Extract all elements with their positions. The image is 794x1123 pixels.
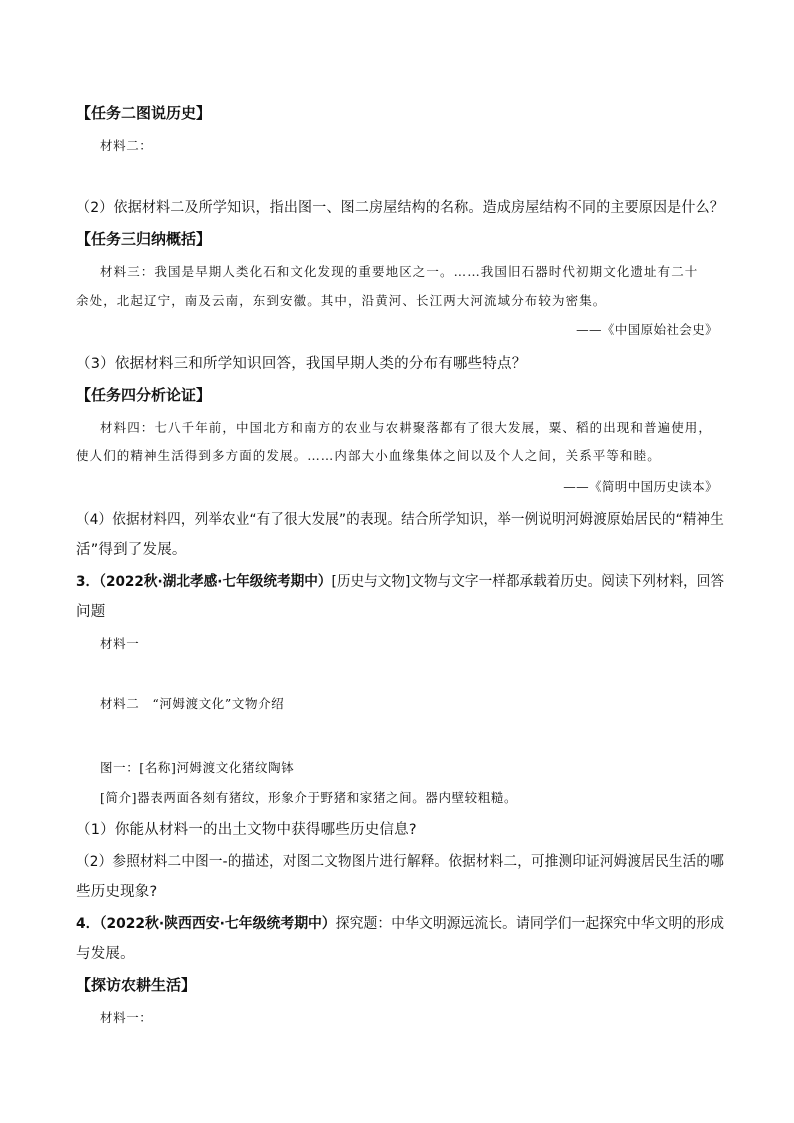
problem-4-line1 — [76, 912, 724, 933]
problem-3-question-2-line2: 些历史现象? — [76, 884, 158, 900]
problem-4-number: 4． — [76, 916, 100, 932]
material3-line1: 材料三：我国是早期人类化石和文化发现的重要地区之一。……我国旧石器时代初期文化遗址有二十 — [100, 264, 699, 279]
material3-source: ——《中国原始社会史》 — [576, 322, 718, 337]
question-3: （3）依据材料三和所学知识回答，我国早期人类的分布有哪些特点？ — [76, 356, 527, 372]
problem-4-source: （2022秋·陕西西安·七年级统考期中） — [99, 916, 336, 932]
problem-3-number: 3． — [76, 574, 100, 590]
task2-heading: 【任务二图说历史】 — [76, 104, 212, 122]
problem-3-source: （2022秋·湖北孝感·七年级统考期中） — [99, 574, 332, 590]
problem-3-material1: 材料一 — [100, 636, 140, 651]
explore-farming-heading: 【探访农耕生活】 — [76, 976, 197, 994]
problem-4-material1: 材料一： — [100, 1010, 153, 1025]
figure1-name: 图一：[名称]河姆渡文化猪纹陶钵 — [100, 760, 295, 775]
problem-3-question-2-line1: （2）参照材料二中图一-的描述，对图二文物图片进行解释。依据材料二，可推测印证河姆渡居民生活的哪 — [76, 854, 725, 870]
figure1-intro: [简介]器表两面各刻有猪纹，形象介于野猪和家猪之间。器内壁较粗糙。 — [100, 790, 518, 805]
problem-3-line2: 问题 — [76, 604, 106, 620]
task3-heading: 【任务三归纳概括】 — [76, 230, 212, 248]
question-4-line2: 活”得到了发展。 — [76, 542, 187, 558]
problem-3-material2: 材料二 “河姆渡文化”文物介绍 — [100, 696, 285, 711]
problem-3-text: [历史与文物]文物与文字一样都承载着历史。阅读下列材料，回答 — [331, 574, 725, 590]
material3-line2: 余处，北起辽宁，南及云南，东到安徽。其中，沿黄河、长江两大河流域分布较为密集。 — [76, 293, 607, 308]
material4-line2: 使人们的精神生活得到多方面的发展。……内部大小血缘集体之间以及个人之间，关系平等和睦。 — [76, 448, 661, 463]
problem-3-question-1: （1）你能从材料一的出土文物中获得哪些历史信息? — [76, 822, 417, 838]
problem-3-line1 — [76, 570, 724, 591]
problem-4-line2: 与发展。 — [76, 946, 135, 962]
material4-line1: 材料四：七八千年前，中国北方和南方的农业与农耕聚落都有了很大发展，粟、稻的出现和普遍使用， — [100, 420, 713, 435]
question-2: （2）依据材料二及所学知识，指出图一、图二房屋结构的名称。造成房屋结构不同的主要原因是什么？ — [76, 200, 724, 216]
question-4-line1: （4）依据材料四，列举农业“有了很大发展”的表现。结合所学知识，举一例说明河姆渡原始居民的“精神生 — [76, 512, 724, 528]
material2-label: 材料二： — [100, 138, 153, 153]
task4-heading: 【任务四分析论证】 — [76, 386, 212, 404]
problem-4-text: 探究题：中华文明源远流长。请同学们一起探究中华文明的形成 — [335, 916, 724, 932]
material4-source: ——《简明中国历史读本》 — [563, 479, 718, 494]
